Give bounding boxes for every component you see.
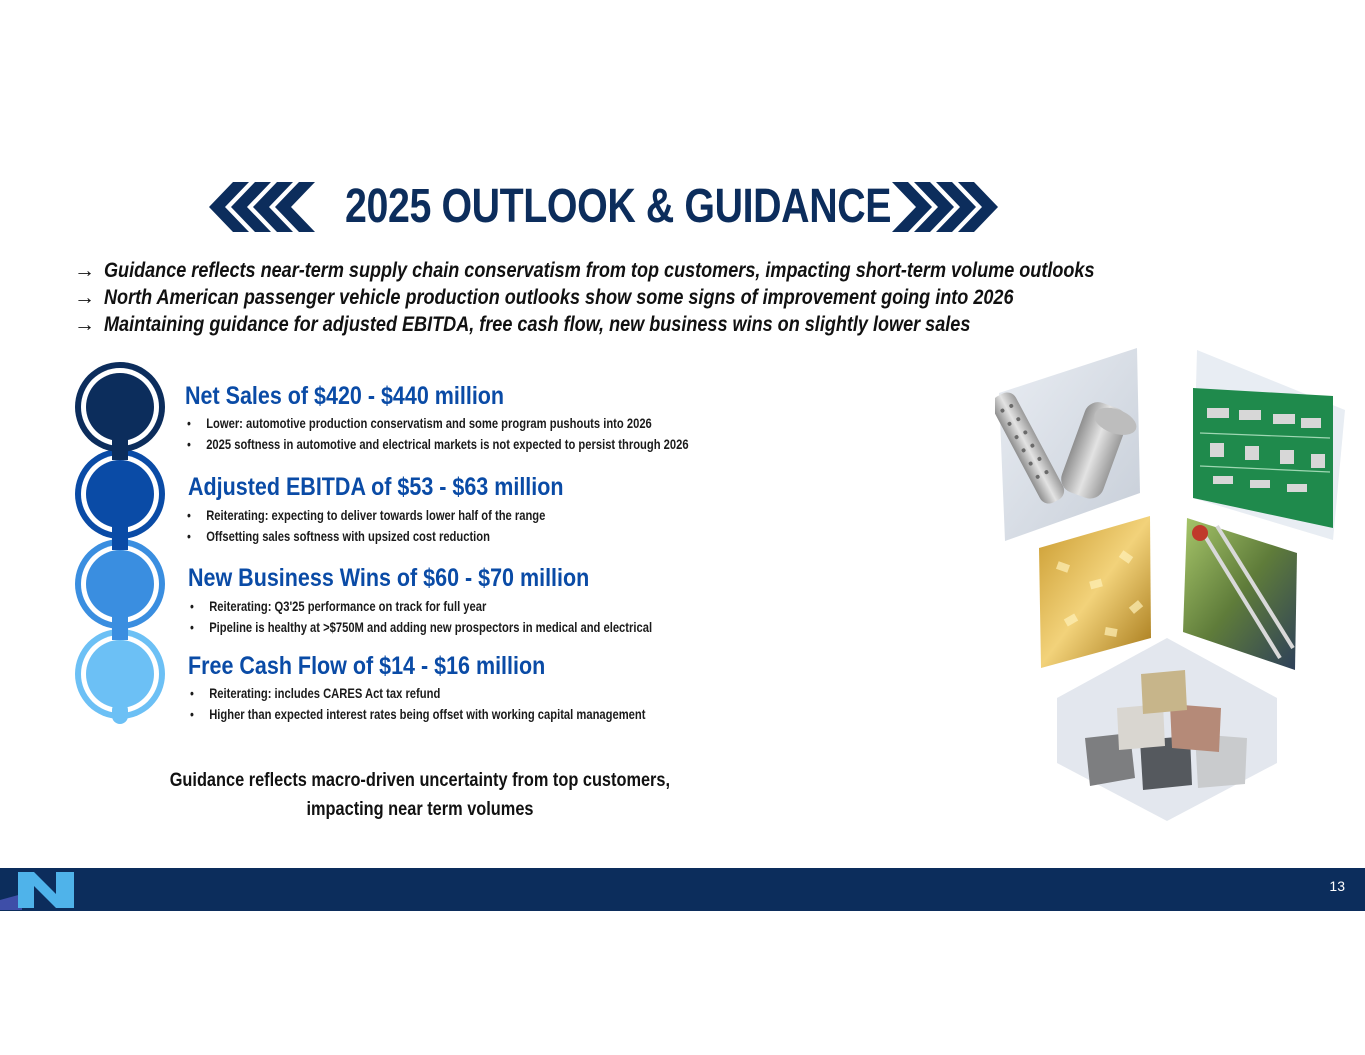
- chevrons-right-icon: [890, 180, 1002, 234]
- intro-bullet-1: [74, 258, 1274, 284]
- step-circle-1: [75, 362, 165, 460]
- free-cash-flow-heading: Free Cash Flow of $14 - $16 million: [188, 652, 546, 680]
- ebitda-bullet-1: • Reiterating: expecting to deliver towards lower half of the range: [187, 507, 546, 523]
- new-business-bullet-1: • Reiterating: Q3'25 performance on track for full year: [190, 598, 487, 614]
- intro-bullet-3: [74, 312, 1274, 338]
- company-logo: [0, 872, 76, 910]
- closing-statement: [110, 766, 730, 824]
- step-circle-4: [75, 629, 165, 724]
- arrow-right-icon: →: [74, 313, 95, 336]
- ebitda-bullet-2: • Offsetting sales softness with upsized cost reduction: [187, 528, 490, 544]
- intro-text: Guidance reflects near-term supply chain conservatism from top customers, impacting short-term volume outlooks: [104, 259, 1095, 282]
- page-number: 13: [1329, 878, 1345, 894]
- intro-bullet-2: [74, 285, 1274, 311]
- ebitda-heading: Adjusted EBITDA of $53 - $63 million: [188, 473, 564, 501]
- footer-bar: [0, 868, 1365, 911]
- medical-device-photo: [1183, 518, 1297, 670]
- arrow-right-icon: →: [74, 286, 95, 309]
- closing-line-2: impacting near term volumes: [306, 799, 534, 820]
- step-circle-3: [75, 539, 165, 640]
- new-business-bullet-2: • Pipeline is healthy at >$750M and adding new prospectors in medical and electrical: [190, 619, 653, 635]
- step-circle-2: [75, 449, 165, 550]
- arrow-right-icon: →: [74, 259, 95, 282]
- net-sales-bullet-1: • Lower: automotive production conservatism and some program pushouts into 2026: [187, 415, 652, 431]
- intro-text: North American passenger vehicle production outlooks show some signs of improvement going into 2026: [104, 286, 1014, 309]
- net-sales-heading: Net Sales of $420 - $440 million: [185, 382, 505, 410]
- free-cash-flow-bullet-1: • Reiterating: includes CARES Act tax refund: [190, 685, 441, 701]
- gold-parts-photo: [1039, 516, 1151, 668]
- product-image-collage: [995, 348, 1345, 823]
- free-cash-flow-bullet-2: • Higher than expected interest rates being offset with working capital management: [190, 706, 646, 722]
- circuit-board-photo: [1193, 350, 1345, 540]
- page-title: 2025 OUTLOOK & GUIDANCE: [345, 180, 892, 233]
- step-circles-graphic: [72, 362, 172, 734]
- new-business-heading: New Business Wins of $60 - $70 million: [188, 564, 590, 592]
- net-sales-bullet-2: • 2025 softness in automotive and electrical markets is not expected to persist through 2026: [187, 436, 689, 452]
- closing-line-1: Guidance reflects macro-driven uncertainty from top customers,: [169, 770, 671, 791]
- metal-cubes-photo: [1057, 638, 1277, 821]
- chevrons-left-icon: [205, 180, 317, 234]
- metal-parts-photo: [995, 348, 1140, 541]
- intro-text: Maintaining guidance for adjusted EBITDA, free cash flow, new business wins on slightly lower sales: [104, 313, 971, 336]
